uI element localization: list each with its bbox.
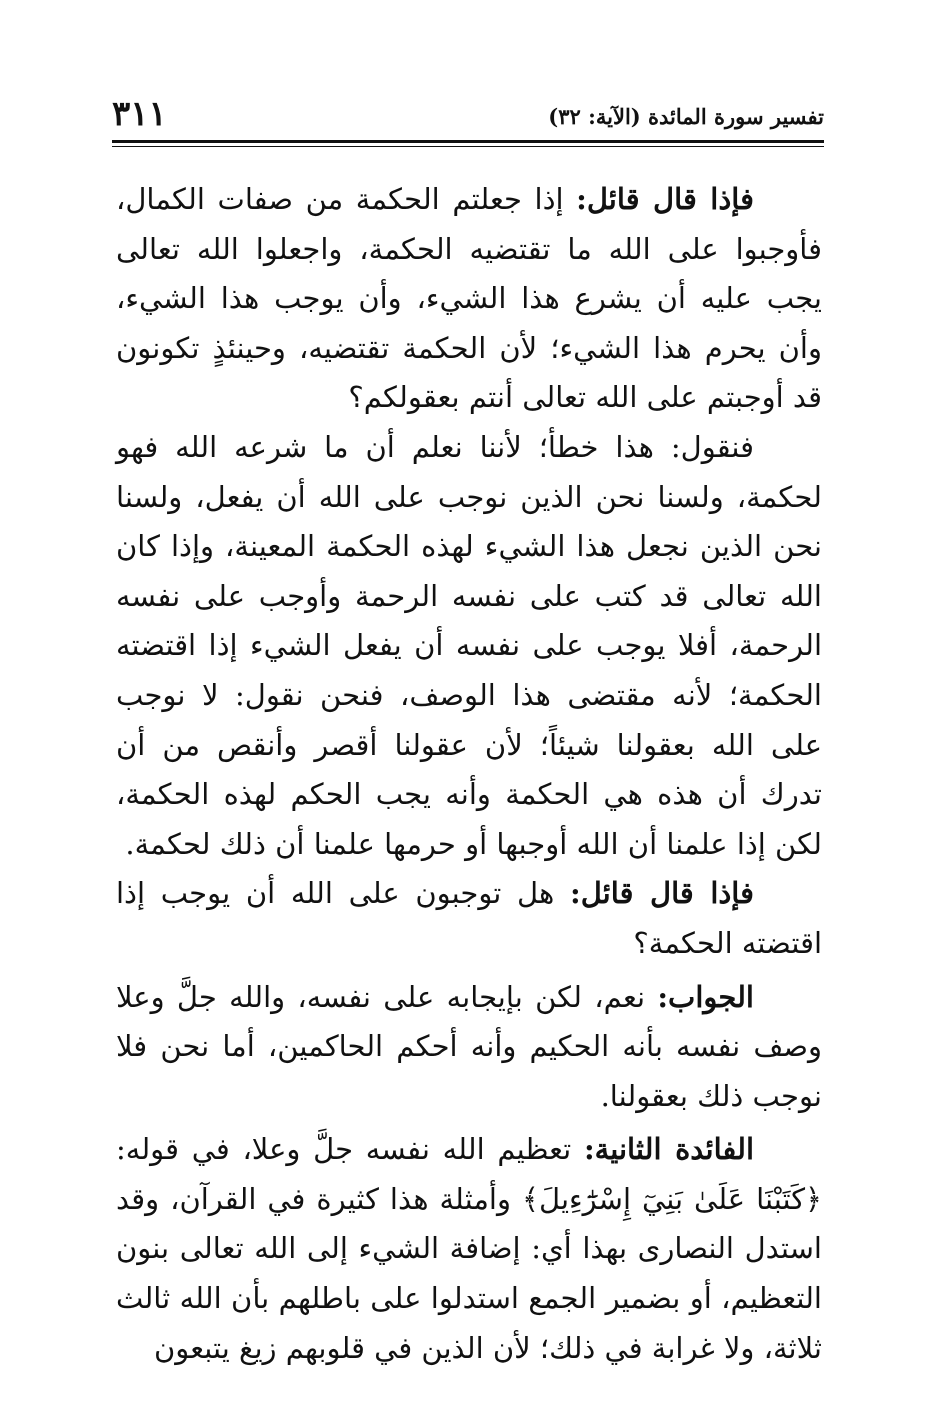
paragraph-text: نعم، لكن بإيجابه على نفسه، والله جلَّ وعلا وصف نفسه بأنه الحكيم وأنه أحكم الحاكمين، أما نحن فلا نوجب ذلك بعقولنا. <box>116 979 822 1113</box>
page-body <box>116 175 822 1373</box>
paragraph-lead: فإذا قال قائل: <box>576 182 754 216</box>
paragraph-text: إذا جعلتم الحكمة من صفات الكمال، فأوجبوا على الله ما تقتضيه الحكمة، واجعلوا الله تعالى يجب عليه أن يشرع هذا الشيء، وأن يوجب هذا الشيء، وأن يحرم هذا الشيء؛ لأن الحكمة تقتضيه، وحينئذٍ تكونون قد أوجبتم على الله تعالى أنتم بعقولكم؟ <box>116 182 822 415</box>
paragraph-text: هل توجبون على الله أن يوجب إذا اقتضته الحكمة؟ <box>116 876 822 960</box>
paragraph-lead: فإذا قال قائل: <box>570 876 754 911</box>
quran-verse: ﴿كَتَبْنَا عَلَىٰ بَنِيٓ إِسْرَٰٓءِيلَ﴾ <box>522 1181 822 1216</box>
page-header <box>112 92 824 136</box>
paragraph-text: فنقول: هذا خطأ؛ لأننا نعلم أن ما شرعه الله فهو لحكمة، ولسنا نحن الذين نوجب على الله أن يفعل، ولسنا نحن الذين نجعل هذا الشيء لهذه الحكمة المعينة، وإذا كان الله تعالى قد كتب على نفسه الرحمة وأوجب على نفسه الرحمة، أفلا يوجب على نفسه أن يفعل الشيء إذا اقتضته الحكمة؛ لأنه مقتضى هذا الوصف، فنحن نقول: لا نوجب على الله بعقولنا شيئاً؛ لأن عقولنا أقصر وأنقص من أن تدرك أن هذه هي الحكمة وأنه يجب الحكم لهذه الحكمة، لكن إذا علمنا أن الله أوجبها أو حرمها علمنا أن ذلك لحكمة. <box>116 429 822 861</box>
paragraph-text-continued: وأمثلة هذا كثيرة في القرآن، وقد استدل النصارى بهذا أي: إضافة الشيء إلى الله تعالى بنون التعظيم، أو بضمير الجمع استدلوا على باطلهم بأن الله ثالث ثلاثة، ولا غرابة في ذلك؛ لأن الذين في قلوبهم زيغ يتبعون <box>116 1181 822 1365</box>
header-rule-thin <box>112 146 824 147</box>
paragraph-objection-2 <box>116 869 822 968</box>
paragraph-lead: الفائدة الثانية: <box>583 1132 754 1167</box>
paragraph-answer <box>116 973 822 1122</box>
paragraph-objection-1 <box>116 175 822 423</box>
paragraph-benefit-2 <box>116 1125 822 1373</box>
paragraph-lead: الجواب: <box>657 979 754 1014</box>
page-number: ٣١١ <box>112 94 167 134</box>
paragraph-response-1 <box>116 423 822 869</box>
paragraph-text: تعظيم الله نفسه جلَّ وعلا، في قوله: <box>116 1132 584 1167</box>
running-title: تفسير سورة المائدة (الآية: ٣٢) <box>548 104 824 129</box>
header-rule-thick <box>112 140 824 143</box>
